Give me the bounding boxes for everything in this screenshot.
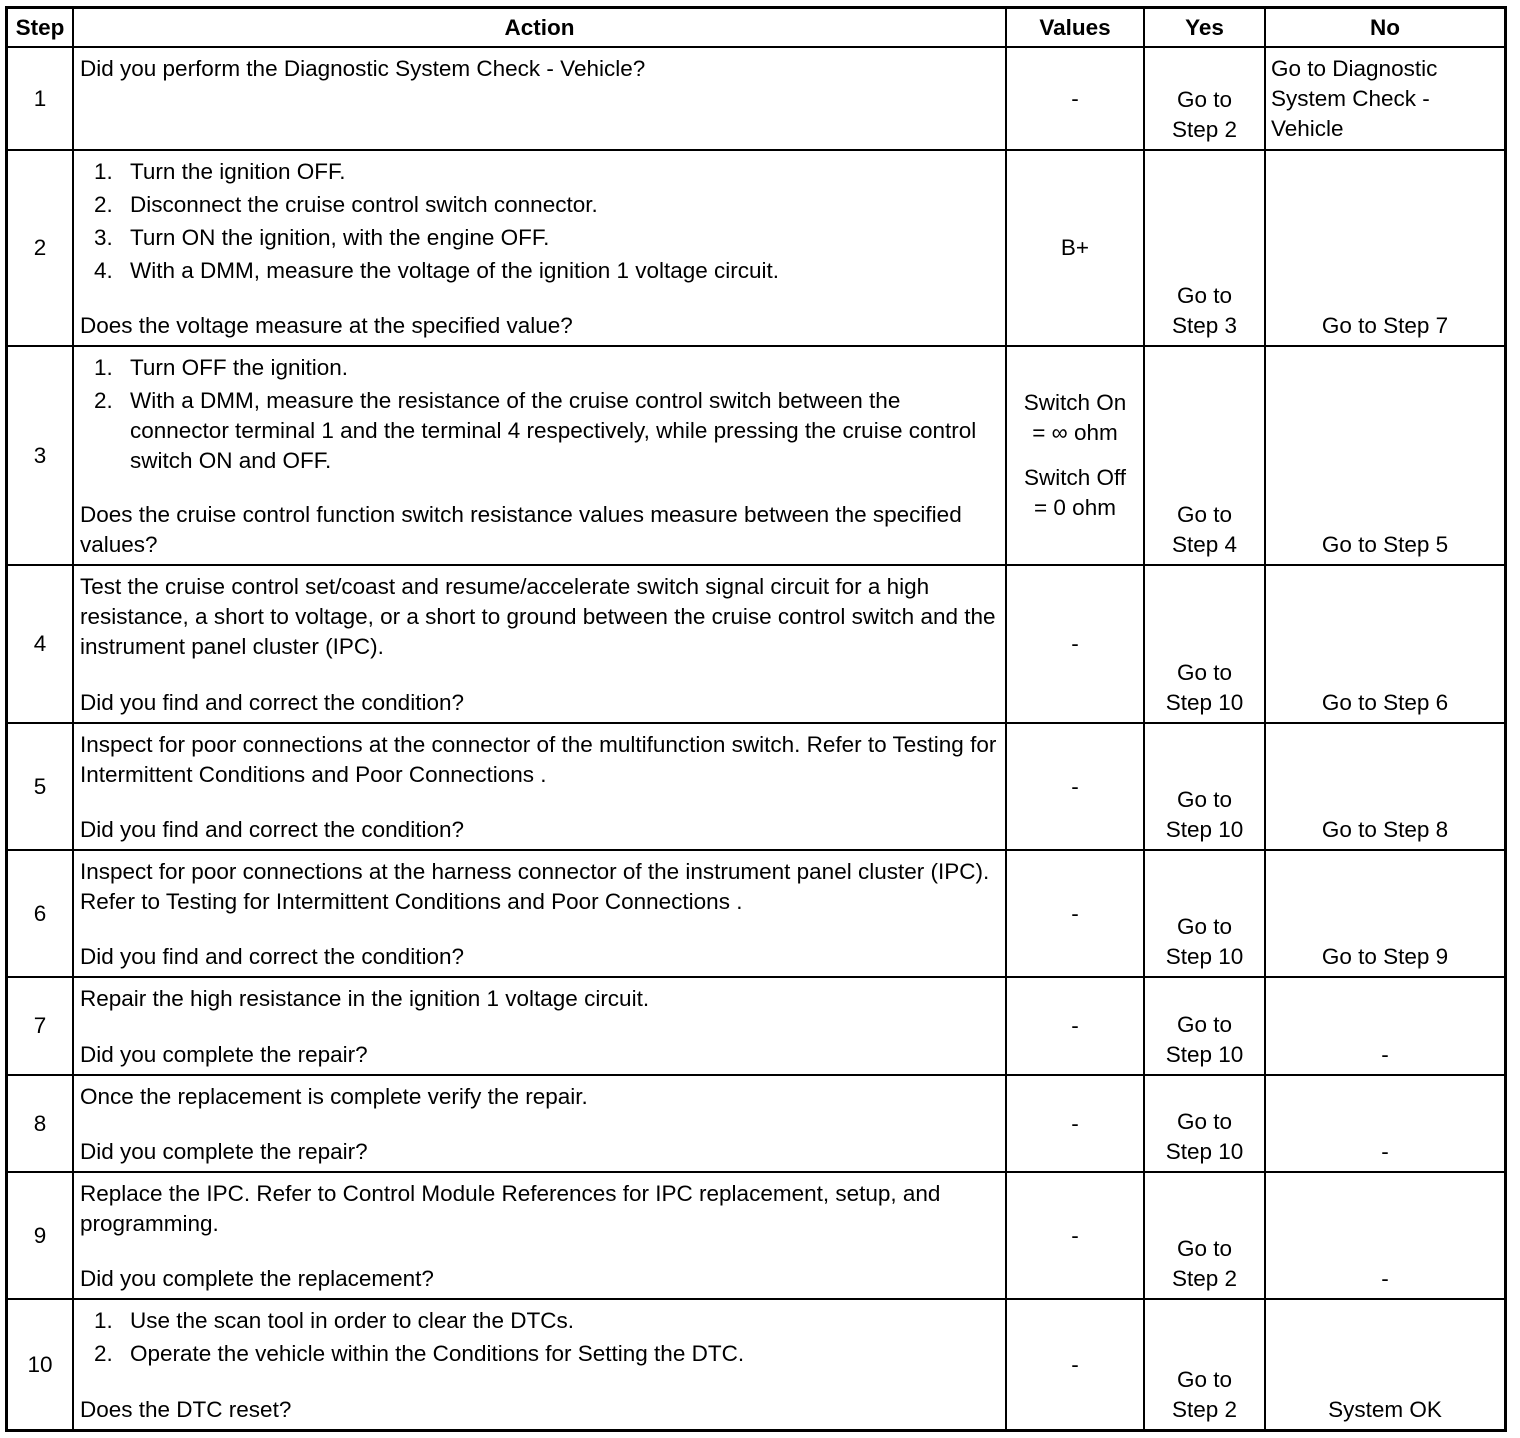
no-line: Go to Diagnostic <box>1271 56 1438 81</box>
yes-line: Step 2 <box>1171 1397 1238 1422</box>
yes-cell <box>1145 347 1266 566</box>
no-cell <box>1266 1300 1504 1429</box>
yes-line: Go to <box>1176 1367 1233 1392</box>
value-line: = 0 ohm <box>1034 495 1116 520</box>
value-text: - <box>1071 1222 1079 1248</box>
substep-item: 2. With a DMM, measure the resistance of the cruise control switch between the connector terminal 1 and the terminal 4 respectively, while pressing the cruise control switch ON and OFF. <box>94 388 977 473</box>
action-cell <box>74 151 1007 347</box>
no-cell <box>1266 48 1504 151</box>
question-text: Did you complete the repair? <box>80 1139 368 1164</box>
yes-line: Step 2 <box>1171 1266 1238 1291</box>
question-text: Does the cruise control function switch resistance values measure between the specified values? <box>80 502 962 557</box>
no-cell <box>1266 978 1504 1076</box>
yes-cell <box>1145 151 1266 347</box>
no-line: Go to Step 7 <box>1321 313 1449 338</box>
value-text: B+ <box>1060 235 1090 260</box>
step-number: 9 <box>8 1173 74 1300</box>
question-text: Did you find and correct the condition? <box>80 944 464 969</box>
yes-line: Step 2 <box>1171 117 1238 142</box>
values-cell <box>1007 851 1145 978</box>
no-line: Vehicle <box>1271 116 1344 141</box>
action-text: Test the cruise control set/coast and resume/accelerate switch signal circuit for a high resistance, a short to voltage, or a short to ground between the cruise control switch and the instrument panel cluster (IPC). <box>80 574 996 659</box>
values-cell <box>1007 151 1145 347</box>
value-text: - <box>1071 773 1079 799</box>
value-text: - <box>1071 1351 1079 1377</box>
value-text: - <box>1071 631 1079 656</box>
no-line: Go to Step 5 <box>1321 532 1449 557</box>
question-text: Did you find and correct the condition? <box>80 817 464 842</box>
yes-line: Step 10 <box>1165 690 1244 715</box>
values-cell <box>1007 1300 1145 1429</box>
value-line: Switch On <box>1023 390 1127 415</box>
action-cell <box>74 1300 1007 1429</box>
step-number: 3 <box>8 347 74 566</box>
substep-item: 1. Turn the ignition OFF. <box>94 159 346 184</box>
yes-cell <box>1145 724 1266 851</box>
values-cell <box>1007 48 1145 151</box>
values-cell <box>1007 1173 1145 1300</box>
no-cell <box>1266 851 1504 978</box>
diagnostic-table <box>5 6 1507 1432</box>
header-yes: Yes <box>1145 9 1266 48</box>
value-text: - <box>1071 1013 1079 1038</box>
yes-line: Go to <box>1176 1109 1233 1134</box>
no-cell <box>1266 724 1504 851</box>
no-line: - <box>1381 1139 1389 1164</box>
value-text: - <box>1071 900 1079 926</box>
value-text: - <box>1071 85 1079 111</box>
step-number: 8 <box>8 1076 74 1173</box>
value-line: Switch Off <box>1023 465 1127 490</box>
no-cell <box>1266 566 1504 724</box>
question-text: Does the DTC reset? <box>80 1397 292 1422</box>
header-values: Values <box>1007 9 1145 48</box>
action-cell <box>74 851 1007 978</box>
value-line: = ∞ ohm <box>1032 420 1118 445</box>
action-cell <box>74 566 1007 724</box>
substep-item: 2. Operate the vehicle within the Conditions for Setting the DTC. <box>94 1341 745 1366</box>
step-number: 2 <box>8 151 74 347</box>
yes-cell <box>1145 1300 1266 1429</box>
values-cell <box>1007 978 1145 1076</box>
yes-line: Step 3 <box>1171 313 1238 338</box>
yes-line: Step 10 <box>1165 944 1244 969</box>
action-cell <box>74 347 1007 566</box>
no-line: Go to Step 9 <box>1321 944 1449 969</box>
question-text: Does the voltage measure at the specified value? <box>80 313 573 338</box>
header-no: No <box>1266 9 1504 48</box>
step-number: 7 <box>8 978 74 1076</box>
no-cell <box>1266 1076 1504 1173</box>
step-number: 4 <box>8 566 74 724</box>
action-text: Inspect for poor connections at the connector of the multifunction switch. Refer to Testing for Intermittent Conditions and Poor Connections . <box>80 732 997 787</box>
no-cell <box>1266 347 1504 566</box>
yes-line: Step 10 <box>1165 817 1244 842</box>
yes-line: Step 4 <box>1171 532 1238 557</box>
substep-item: 3. Turn ON the ignition, with the engine OFF. <box>94 225 550 250</box>
action-cell <box>74 978 1007 1076</box>
no-cell <box>1266 1173 1504 1300</box>
question-text: Did you find and correct the condition? <box>80 690 464 715</box>
substep-item: 4. With a DMM, measure the voltage of the ignition 1 voltage circuit. <box>94 258 780 283</box>
action-text: Inspect for poor connections at the harness connector of the instrument panel cluster (IPC). Refer to Testing for Intermittent Conditions and Poor Connections . <box>80 859 990 914</box>
yes-line: Go to <box>1176 914 1233 939</box>
action-text: Repair the high resistance in the ignition 1 voltage circuit. <box>80 986 650 1011</box>
no-line: System OK <box>1328 1397 1442 1422</box>
substep-list <box>80 1306 997 1369</box>
header-action: Action <box>74 9 1007 48</box>
question-text: Did you complete the repair? <box>80 1042 368 1067</box>
action-text: Did you perform the Diagnostic System Check - Vehicle? <box>80 56 646 81</box>
action-cell <box>74 724 1007 851</box>
no-line: Go to Step 8 <box>1321 817 1449 842</box>
values-cell <box>1007 566 1145 724</box>
yes-cell <box>1145 566 1266 724</box>
yes-cell <box>1145 1173 1266 1300</box>
substep-list <box>80 157 997 286</box>
step-number: 10 <box>8 1300 74 1429</box>
yes-line: Go to <box>1176 87 1233 112</box>
step-number: 5 <box>8 724 74 851</box>
step-number: 6 <box>8 851 74 978</box>
no-line: Go to Step 6 <box>1321 690 1449 715</box>
action-cell <box>74 1076 1007 1173</box>
no-line: - <box>1381 1266 1389 1291</box>
no-line: - <box>1381 1042 1389 1067</box>
yes-line: Go to <box>1176 1012 1233 1037</box>
action-text: Replace the IPC. Refer to Control Module References for IPC replacement, setup, and programming. <box>80 1181 941 1236</box>
values-cell <box>1007 724 1145 851</box>
yes-cell <box>1145 1076 1266 1173</box>
yes-line: Go to <box>1176 787 1233 812</box>
substep-list <box>80 353 997 476</box>
action-cell <box>74 48 1007 151</box>
values-cell <box>1007 1076 1145 1173</box>
no-cell <box>1266 151 1504 347</box>
yes-line: Step 10 <box>1165 1139 1244 1164</box>
action-cell <box>74 1173 1007 1300</box>
yes-cell <box>1145 48 1266 151</box>
yes-cell <box>1145 851 1266 978</box>
yes-line: Go to <box>1176 660 1233 685</box>
yes-line: Go to <box>1176 283 1233 308</box>
yes-line: Step 10 <box>1165 1042 1244 1067</box>
header-step: Step <box>8 9 74 48</box>
values-cell <box>1007 347 1145 566</box>
no-line: System Check - <box>1271 86 1430 111</box>
question-text: Did you complete the replacement? <box>80 1266 434 1291</box>
yes-line: Go to <box>1176 1236 1233 1261</box>
value-text: - <box>1071 1110 1079 1136</box>
substep-item: 2. Disconnect the cruise control switch connector. <box>94 192 598 217</box>
yes-cell <box>1145 978 1266 1076</box>
substep-item: 1. Use the scan tool in order to clear the DTCs. <box>94 1308 574 1333</box>
action-text: Once the replacement is complete verify the repair. <box>80 1084 588 1109</box>
substep-item: 1. Turn OFF the ignition. <box>94 355 349 380</box>
step-number: 1 <box>8 48 74 151</box>
yes-line: Go to <box>1176 502 1233 527</box>
